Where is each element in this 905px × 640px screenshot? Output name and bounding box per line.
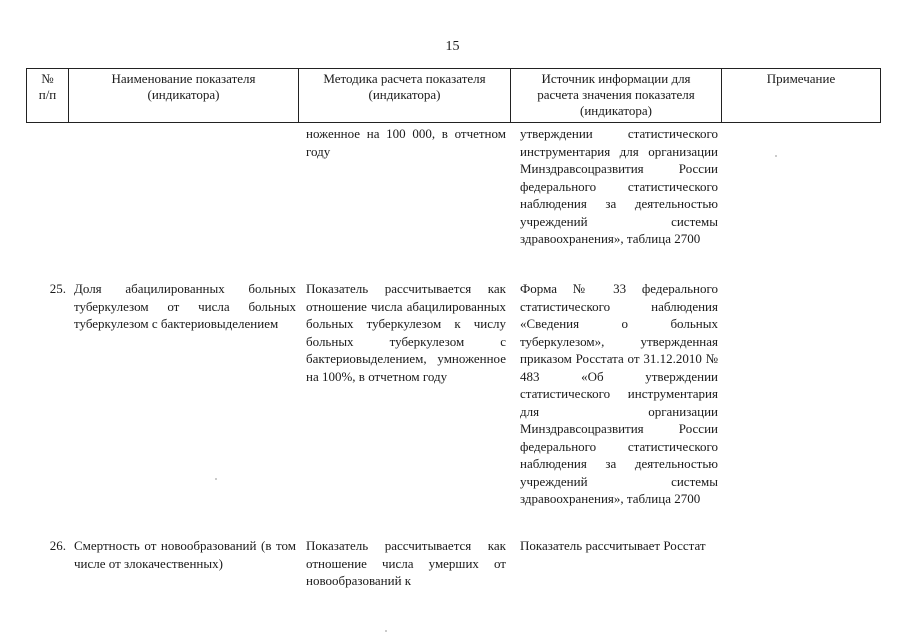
header-method bbox=[298, 68, 511, 123]
scan-speck bbox=[215, 478, 217, 480]
header-source-label: Источник информации для расчета значения показателя (индикатора) bbox=[537, 71, 695, 118]
row-26-number: 26. bbox=[49, 538, 66, 553]
header-source bbox=[510, 68, 722, 123]
header-method-label: Методика расчета показателя (индикатора) bbox=[323, 71, 486, 102]
header-name-label: Наименование показателя (индикатора) bbox=[111, 71, 256, 102]
row-25-source: Форма № 33 федерального статистического наблюдения «Сведения о больных туберкулезом», утвержденная приказом Росстата от 31.12.2010 № 483 «Об утверждении статистического инструментария для организации Минздравсоцразвития России федерального статистического наблюдения за деятельностью учреждений системы здравоохранения», таблица 2700 bbox=[520, 281, 718, 506]
row-26-method: Показатель рассчитывается как отношение числа умерших от новообразований к bbox=[306, 538, 506, 588]
row-25-method: Показатель рассчитывается как отношение числа абацилированных больных туберкулезом к числу больных туберкулезом с бактериовыделением, умноженное на 100%, в отчетном году bbox=[306, 281, 506, 384]
row-25-number: 25. bbox=[49, 281, 66, 296]
header-number-label: № п/п bbox=[38, 71, 57, 102]
scan-speck bbox=[775, 155, 777, 157]
continuation-source: утверждении статистического инструментария для организации Минздравсоцразвития России федерального статистического наблюдения за деятельностью учреждений системы здравоохранения», таблица 2700 bbox=[520, 126, 718, 246]
continuation-method: ноженное на 100 000, в отчетном году bbox=[306, 126, 506, 159]
page-number: 15 bbox=[445, 39, 460, 54]
header-name bbox=[68, 68, 299, 123]
row-25-name: Доля абацилированных больных туберкулезом от числа больных туберкулезом с бактериовыделением bbox=[74, 281, 296, 331]
row-26-source: Показатель рассчитывает Росстат bbox=[520, 538, 706, 553]
header-number bbox=[26, 68, 69, 123]
header-note-label: Примечание bbox=[766, 71, 836, 86]
scan-speck bbox=[385, 630, 387, 632]
header-note bbox=[721, 68, 881, 123]
row-26-name: Смертность от новообразований (в том числе от злокачественных) bbox=[74, 538, 296, 571]
